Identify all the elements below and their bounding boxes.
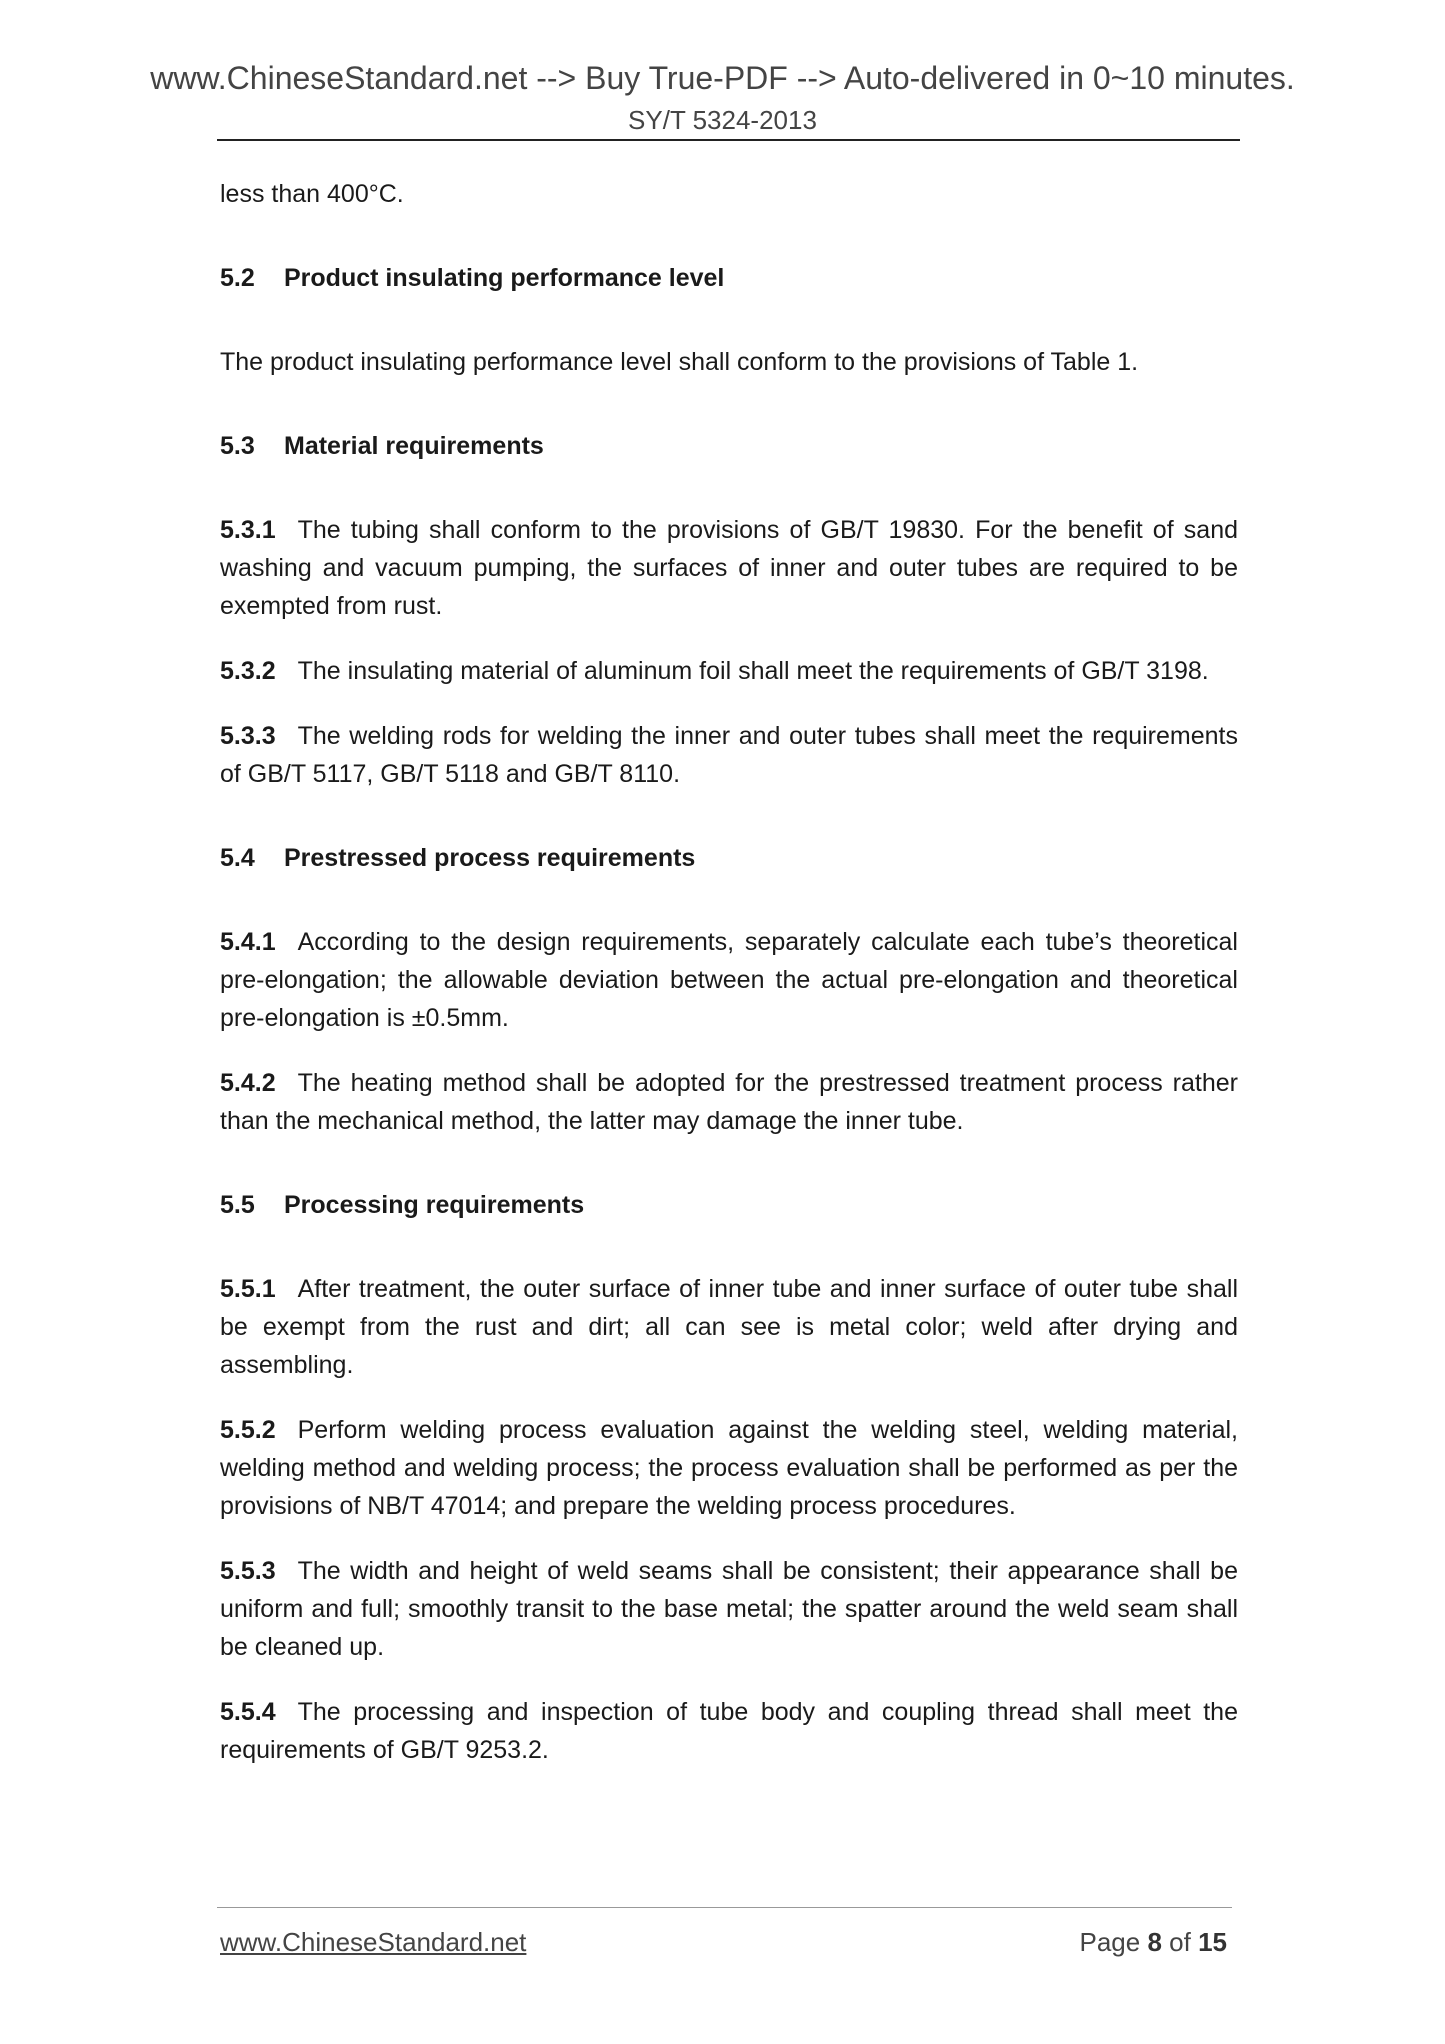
clause-5-4-2: [220, 1064, 1238, 1140]
of-label: of: [1169, 1927, 1191, 1957]
clause-number: 5.3.1: [220, 516, 276, 544]
continuation-text: less than 400°C.: [220, 180, 404, 208]
section-title: Material requirements: [284, 432, 544, 460]
page-current: 8: [1147, 1927, 1162, 1957]
clause-number: 5.3.2: [220, 657, 276, 685]
footer-site-link[interactable]: www.ChineseStandard.net: [220, 1927, 527, 1957]
clause-text: The heating method shall be adopted for the prestressed treatment process rather than the mechanical method, the latter may damage the inner tube.: [220, 1069, 1238, 1135]
clause-number: 5.4.2: [220, 1069, 276, 1097]
clause-5-3-2: [220, 652, 1238, 690]
clause-number: 5.5.2: [220, 1416, 276, 1444]
header-divider: [217, 139, 1240, 141]
header-banner: www.ChineseStandard.net --> Buy True-PDF --> Auto-delivered in 0~10 minutes.: [150, 60, 1295, 96]
clause-5-5-1: [220, 1270, 1238, 1384]
clause-5-3-3: [220, 717, 1238, 793]
section-number: 5.3: [220, 432, 255, 460]
clause-number: 5.4.1: [220, 928, 276, 956]
section-heading-5-4: [220, 839, 1238, 877]
section-heading-5-5: [220, 1186, 1238, 1224]
document-body: [220, 175, 1238, 1769]
clause-5-4-1: [220, 923, 1238, 1037]
clause-5-5-4: [220, 1693, 1238, 1769]
clause-text: The processing and inspection of tube body and coupling thread shall meet the requirements of GB/T 9253.2.: [220, 1698, 1238, 1764]
footer-divider: [217, 1907, 1232, 1908]
section-number: 5.4: [220, 844, 255, 872]
clause-5-3-1: [220, 511, 1238, 625]
page-indicator: [1079, 1925, 1227, 1959]
paragraph-5-2: The product insulating performance level shall conform to the provisions of Table 1.: [220, 348, 1139, 376]
section-number: 5.2: [220, 264, 255, 292]
section-heading-5-2: [220, 259, 1238, 297]
clause-number: 5.5.4: [220, 1698, 276, 1726]
clause-text: The insulating material of aluminum foil shall meet the requirements of GB/T 3198.: [297, 657, 1209, 685]
clause-text: The width and height of weld seams shall be consistent; their appearance shall be uniform and full; smoothly transit to the base metal; the spatter around the weld seam shall be cleaned up.: [220, 1557, 1238, 1661]
clause-5-5-2: [220, 1411, 1238, 1525]
section-number: 5.5: [220, 1191, 255, 1219]
clause-text: Perform welding process evaluation against the welding steel, welding material, welding method and welding process; the process evaluation shall be performed as per the provisions of NB/T 47014; and prepare the welding process procedures.: [220, 1416, 1238, 1520]
clause-number: 5.5.3: [220, 1557, 276, 1585]
clause-5-5-3: [220, 1552, 1238, 1666]
standard-code: SY/T 5324-2013: [628, 105, 817, 135]
section-title: Prestressed process requirements: [284, 844, 696, 872]
page-total: 15: [1198, 1927, 1227, 1957]
clause-text: The tubing shall conform to the provisions of GB/T 19830. For the benefit of sand washing and vacuum pumping, the surfaces of inner and outer tubes are required to be exempted from rust.: [220, 516, 1238, 620]
clause-number: 5.3.3: [220, 722, 276, 750]
page-label: Page: [1079, 1927, 1141, 1957]
section-title: Product insulating performance level: [284, 264, 725, 292]
section-title: Processing requirements: [284, 1191, 585, 1219]
clause-number: 5.5.1: [220, 1275, 276, 1303]
clause-text: The welding rods for welding the inner and outer tubes shall meet the requirements of GB/T 5117, GB/T 5118 and GB/T 8110.: [220, 722, 1238, 788]
clause-text: After treatment, the outer surface of inner tube and inner surface of outer tube shall be exempt from the rust and dirt; all can see is metal color; weld after drying and assembling.: [220, 1275, 1238, 1379]
clause-text: According to the design requirements, separately calculate each tube’s theoretical pre-elongation; the allowable deviation between the actual pre-elongation and theoretical pre-elongation is ±0.5mm.: [220, 928, 1238, 1032]
section-heading-5-3: [220, 427, 1238, 465]
